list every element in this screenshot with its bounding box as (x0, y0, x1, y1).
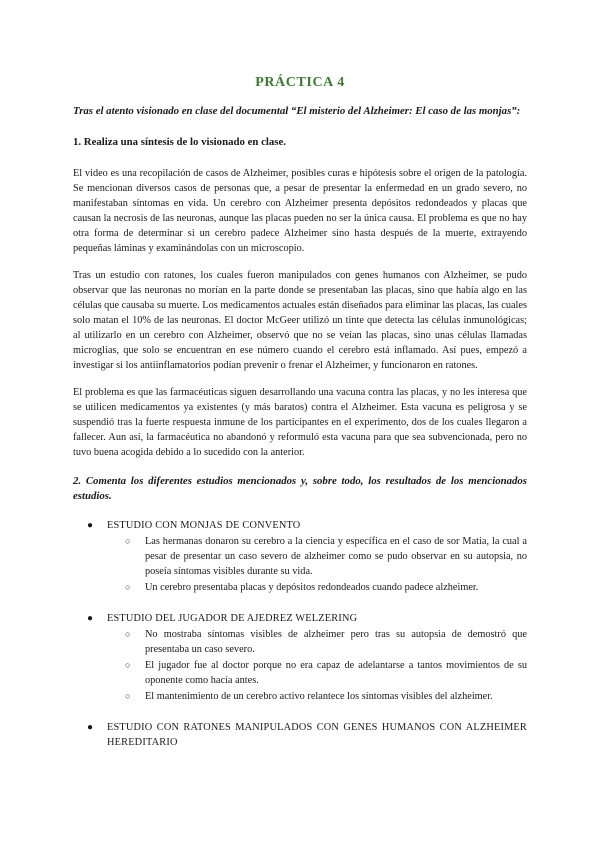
finding-item (107, 627, 527, 657)
bullet-icon: ● (87, 722, 94, 733)
synthesis-paragraph-3: El problema es que las farmacéuticas siguen desarrollando una vacuna contra las placas, y no les interesa que se utilicen medicamentos ya existentes (y más baratos) contra el Alzheimer. Esta vacuna es peligrosa y se suspendió tras la fuerte respuesta inmune de los participantes en el experimento, dos de los cuales llegaron a fallecer. Aun así, la farmacéutica no abandonó y reformuló esta vacuna para que sea subvencionada, pero no tuvo buena acogida debido a lo sucedido con la anterior. (73, 387, 527, 458)
finding-text: Las hermanas donaron su cerebro a la ciencia y específica en el caso de sor Matia, la cual a pesar de presentar un caso severo de alzheimer como se pudo observar en su autopsia, no poseía síntomas visibles durante su vida. (145, 536, 527, 577)
finding-item (107, 580, 527, 595)
circle-bullet-icon: ○ (125, 660, 131, 670)
studies-list (73, 518, 527, 750)
findings-list (107, 627, 527, 704)
study-title: ESTUDIO CON RATONES MANIPULADOS CON GENES HUMANOS CON ALZHEIMER HEREDITARIO (107, 722, 527, 748)
study-title: ESTUDIO DEL JUGADOR DE AJEDREZ WELZERING (107, 613, 358, 624)
synthesis-paragraph-1: El video es una recopilación de casos de Alzheimer, posibles curas e hipótesis sobre el origen de la patología. Se mencionan diversos casos de personas que, a pesar de presentar la enfermedad en un grado severo, no manifestaban síntomas en vida. Un cerebro con Alzheimer presenta depósitos redondeados y placas que causan la necrosis de las neuronas, aunque las placas pueden no ser la única causa. El problema es que no hay otra forma de determinar si un cerebro padece Alzheimer sino hasta después de la muerte, extrayendo pequeñas láminas y examinándolas con un microscopio. (73, 168, 527, 254)
study-item-monjas (73, 518, 527, 595)
finding-text: El jugador fue al doctor porque no era capaz de adelantarse a tantos movimientos de su oponente como hacía antes. (145, 660, 527, 686)
finding-text: No mostraba síntomas visibles de alzheimer pero tras su autopsia de demostró que presentaba un caso severo. (145, 629, 527, 655)
circle-bullet-icon: ○ (125, 629, 131, 639)
bullet-icon: ● (87, 613, 94, 624)
finding-item (107, 534, 527, 579)
finding-text: Un cerebro presentaba placas y depósitos redondeados cuando padece alzheimer. (145, 582, 479, 593)
intro-statement: Tras el atento visionado en clase del documental “El misterio del Alzheimer: El caso de las monjas”: (73, 105, 521, 117)
page-title: PRÁCTICA 4 (255, 75, 345, 90)
finding-text: El mantenimiento de un cerebro activo relantece los síntomas visibles del alzheimer. (145, 691, 493, 702)
findings-list (107, 534, 527, 595)
circle-bullet-icon: ○ (125, 582, 131, 592)
study-title: ESTUDIO CON MONJAS DE CONVENTO (107, 520, 301, 531)
finding-item (107, 689, 527, 704)
study-item-ratones (73, 720, 527, 750)
study-item-ajedrez (73, 611, 527, 704)
synthesis-paragraph-2: Tras un estudio con ratones, los cuales fueron manipulados con genes humanos con Alzheimer, se pudo observar que las neuronas no morían en la parte donde se presentaban las placas, sino que había algo en las células que causaba su muerte. Los medicamentos actuales están diseñados para eliminar las placas, las cuales solo matan el 10% de las neuronas. El doctor McGeer utilizó un tinte que detecta las células inmunológicas; al utilizarlo en un cerebro con Alzheimer, observó que no se veían las placas, sino unas células llamadas microglías, que solo se encuentran en ese número cuando el cerebro está inflamado. Así pues, empezó a investigar si los antiinflamatorios podían prevenir o frenar el Alzheimer, y funcionaron en ratones. (73, 270, 527, 371)
bullet-icon: ● (87, 520, 94, 531)
finding-item (107, 658, 527, 688)
question-1-heading: 1. Realiza una síntesis de lo visionado en clase. (73, 136, 286, 148)
question-2-heading: 2. Comenta los diferentes estudios mencionados y, sobre todo, los resultados de los mencionados estudios. (73, 475, 527, 502)
circle-bullet-icon: ○ (125, 691, 131, 701)
circle-bullet-icon: ○ (125, 536, 131, 546)
